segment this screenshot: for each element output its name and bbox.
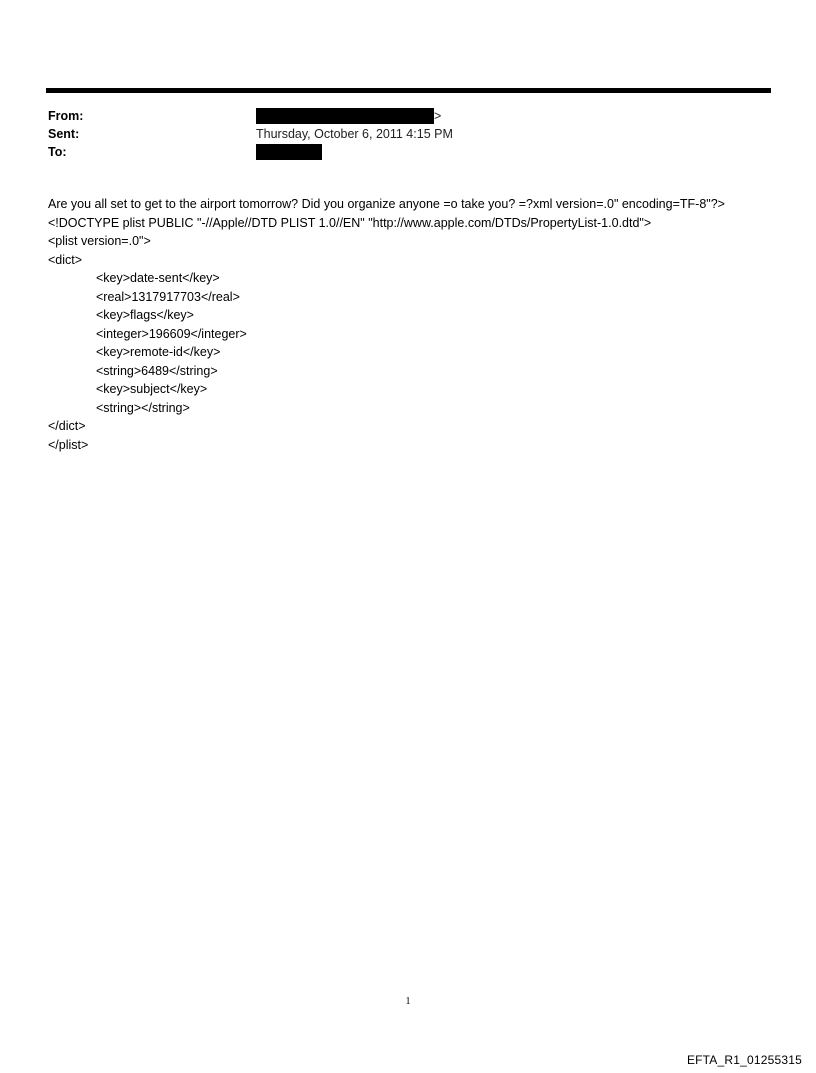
from-label: From: bbox=[48, 109, 84, 123]
plist-line: <string>6489</string> bbox=[96, 363, 218, 378]
redaction-block bbox=[256, 144, 322, 160]
plist-line: <dict> bbox=[48, 252, 83, 267]
header-divider bbox=[46, 88, 771, 93]
sent-label: Sent: bbox=[48, 127, 80, 141]
redaction-block bbox=[256, 108, 434, 124]
plist-line: <key>subject</key> bbox=[96, 382, 208, 396]
from-suffix: > bbox=[434, 109, 442, 123]
plist-line: <string></string> bbox=[96, 400, 190, 415]
to-label: To: bbox=[48, 145, 67, 159]
plist-line: </plist> bbox=[48, 437, 89, 452]
plist-line: <real>1317917703</real> bbox=[96, 289, 240, 304]
plist-line: <plist version=.0"> bbox=[48, 234, 151, 248]
plist-line: <key>remote-id</key> bbox=[96, 345, 221, 359]
sent-row bbox=[48, 125, 768, 143]
from-row bbox=[48, 107, 768, 125]
from-value bbox=[256, 107, 441, 125]
plist-line: </dict> bbox=[48, 419, 86, 433]
document-id: EFTA_R1_01255315 bbox=[686, 1053, 802, 1067]
email-body bbox=[48, 195, 763, 454]
plist-line: <key>flags</key> bbox=[96, 308, 194, 322]
sent-value: Thursday, October 6, 2011 4:15 PM bbox=[256, 127, 453, 141]
plist-line: <integer>196609</integer> bbox=[96, 326, 247, 341]
body-intro: Are you all set to get to the airport tomorrow? Did you organize anyone =o take you? =?xml version=.0" encoding=TF-8"?> <!DOCTYPE plist PUBLIC "-//Apple//DTD PLIST 1.0//EN" "http://www.apple.com/DTDs/PropertyList-1.0.dtd"> bbox=[48, 197, 725, 230]
to-value bbox=[256, 143, 322, 161]
plist-line: <key>date-sent</key> bbox=[96, 271, 220, 285]
page-number: 1 bbox=[405, 996, 411, 1007]
to-row bbox=[48, 143, 768, 161]
